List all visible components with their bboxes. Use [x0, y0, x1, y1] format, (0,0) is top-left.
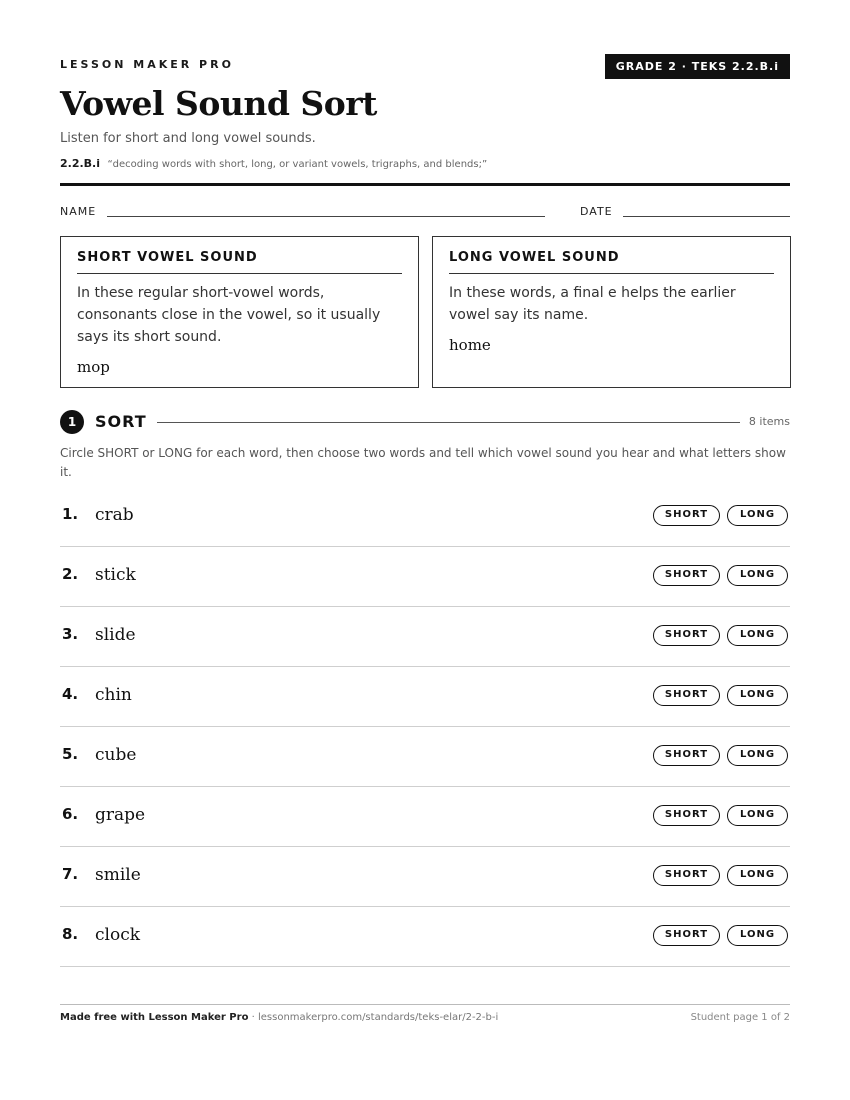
- brand-name: LESSON MAKER PRO: [60, 58, 234, 71]
- long-vowel-body-wrap: [449, 282, 778, 356]
- short-choice[interactable]: SHORT: [653, 745, 720, 766]
- short-vowel-box: [60, 236, 419, 388]
- footer-page-number: Student page 1 of 2: [690, 1012, 790, 1023]
- short-choice[interactable]: SHORT: [653, 685, 720, 706]
- item-word: grape: [95, 805, 146, 825]
- short-vowel-example: mop: [77, 358, 110, 376]
- standard-code: 2.2.B.i: [60, 157, 100, 170]
- list-item: [60, 607, 790, 667]
- header-divider: [60, 183, 790, 186]
- item-number: 7.: [62, 865, 79, 883]
- footer-made-with: Made free with Lesson Maker Pro: [60, 1012, 249, 1023]
- list-item: [60, 727, 790, 787]
- name-label: NAME: [60, 205, 97, 218]
- footer-url[interactable]: · lessonmakerpro.com/standards/teks-elar/2-2-b-i: [248, 1012, 499, 1023]
- list-item: [60, 847, 790, 907]
- item-number: 4.: [62, 685, 79, 703]
- item-word: slide: [95, 625, 136, 645]
- item-number: 1.: [62, 505, 79, 523]
- short-choice[interactable]: SHORT: [653, 865, 720, 886]
- list-item: [60, 907, 790, 967]
- list-item: [60, 787, 790, 847]
- footer-divider: [60, 1004, 790, 1005]
- short-vowel-description: In these regular short-vowel words, consonants close in the vowel, so it usually says its short sound.: [77, 285, 381, 345]
- page-title: Vowel Sound Sort: [60, 84, 377, 123]
- short-choice[interactable]: SHORT: [653, 925, 720, 946]
- long-choice[interactable]: LONG: [727, 625, 788, 646]
- item-list: [60, 487, 790, 967]
- name-field[interactable]: [107, 216, 545, 217]
- short-choice[interactable]: SHORT: [653, 625, 720, 646]
- item-word: smile: [95, 865, 141, 885]
- standard-text: “decoding words with short, long, or variant vowels, trigraphs, and blends;”: [107, 159, 488, 170]
- list-item: [60, 487, 790, 547]
- long-choice[interactable]: LONG: [727, 925, 788, 946]
- worksheet-page: [60, 0, 790, 1100]
- long-choice[interactable]: LONG: [727, 505, 788, 526]
- short-choice[interactable]: SHORT: [653, 505, 720, 526]
- short-choice[interactable]: SHORT: [653, 565, 720, 586]
- item-word: crab: [95, 505, 134, 525]
- item-word: stick: [95, 565, 136, 585]
- item-number: 8.: [62, 925, 79, 943]
- grade-badge: GRADE 2 · TEKS 2.2.B.i: [605, 54, 790, 79]
- list-item: [60, 547, 790, 607]
- list-item: [60, 667, 790, 727]
- long-vowel-example: home: [449, 336, 491, 354]
- long-vowel-description: In these words, a final e helps the earlier vowel say its name.: [449, 285, 736, 323]
- item-number: 3.: [62, 625, 79, 643]
- item-number: 2.: [62, 565, 79, 583]
- item-word: cube: [95, 745, 137, 765]
- short-vowel-heading: SHORT VOWEL SOUND: [77, 250, 402, 274]
- item-word: clock: [95, 925, 141, 945]
- short-vowel-body-wrap: [77, 282, 406, 378]
- item-number: 6.: [62, 805, 79, 823]
- long-choice[interactable]: LONG: [727, 805, 788, 826]
- date-field[interactable]: [623, 216, 790, 217]
- standard-line: [60, 157, 487, 170]
- short-choice[interactable]: SHORT: [653, 805, 720, 826]
- long-choice[interactable]: LONG: [727, 685, 788, 706]
- long-vowel-heading: LONG VOWEL SOUND: [449, 250, 774, 274]
- item-word: chin: [95, 685, 132, 705]
- long-choice[interactable]: LONG: [727, 745, 788, 766]
- section-divider: [157, 422, 740, 423]
- section-title: SORT: [95, 412, 147, 431]
- date-label: DATE: [580, 205, 613, 218]
- long-choice[interactable]: LONG: [727, 565, 788, 586]
- page-subtitle: Listen for short and long vowel sounds.: [60, 131, 316, 146]
- long-choice[interactable]: LONG: [727, 865, 788, 886]
- section-item-count: 8 items: [748, 415, 790, 428]
- footer-credit: [60, 1012, 498, 1023]
- long-vowel-box: [432, 236, 791, 388]
- section-number-badge: 1: [60, 410, 84, 434]
- item-number: 5.: [62, 745, 79, 763]
- section-instructions: Circle SHORT or LONG for each word, then choose two words and tell which vowel sound you hear and what letters show it.: [60, 446, 786, 479]
